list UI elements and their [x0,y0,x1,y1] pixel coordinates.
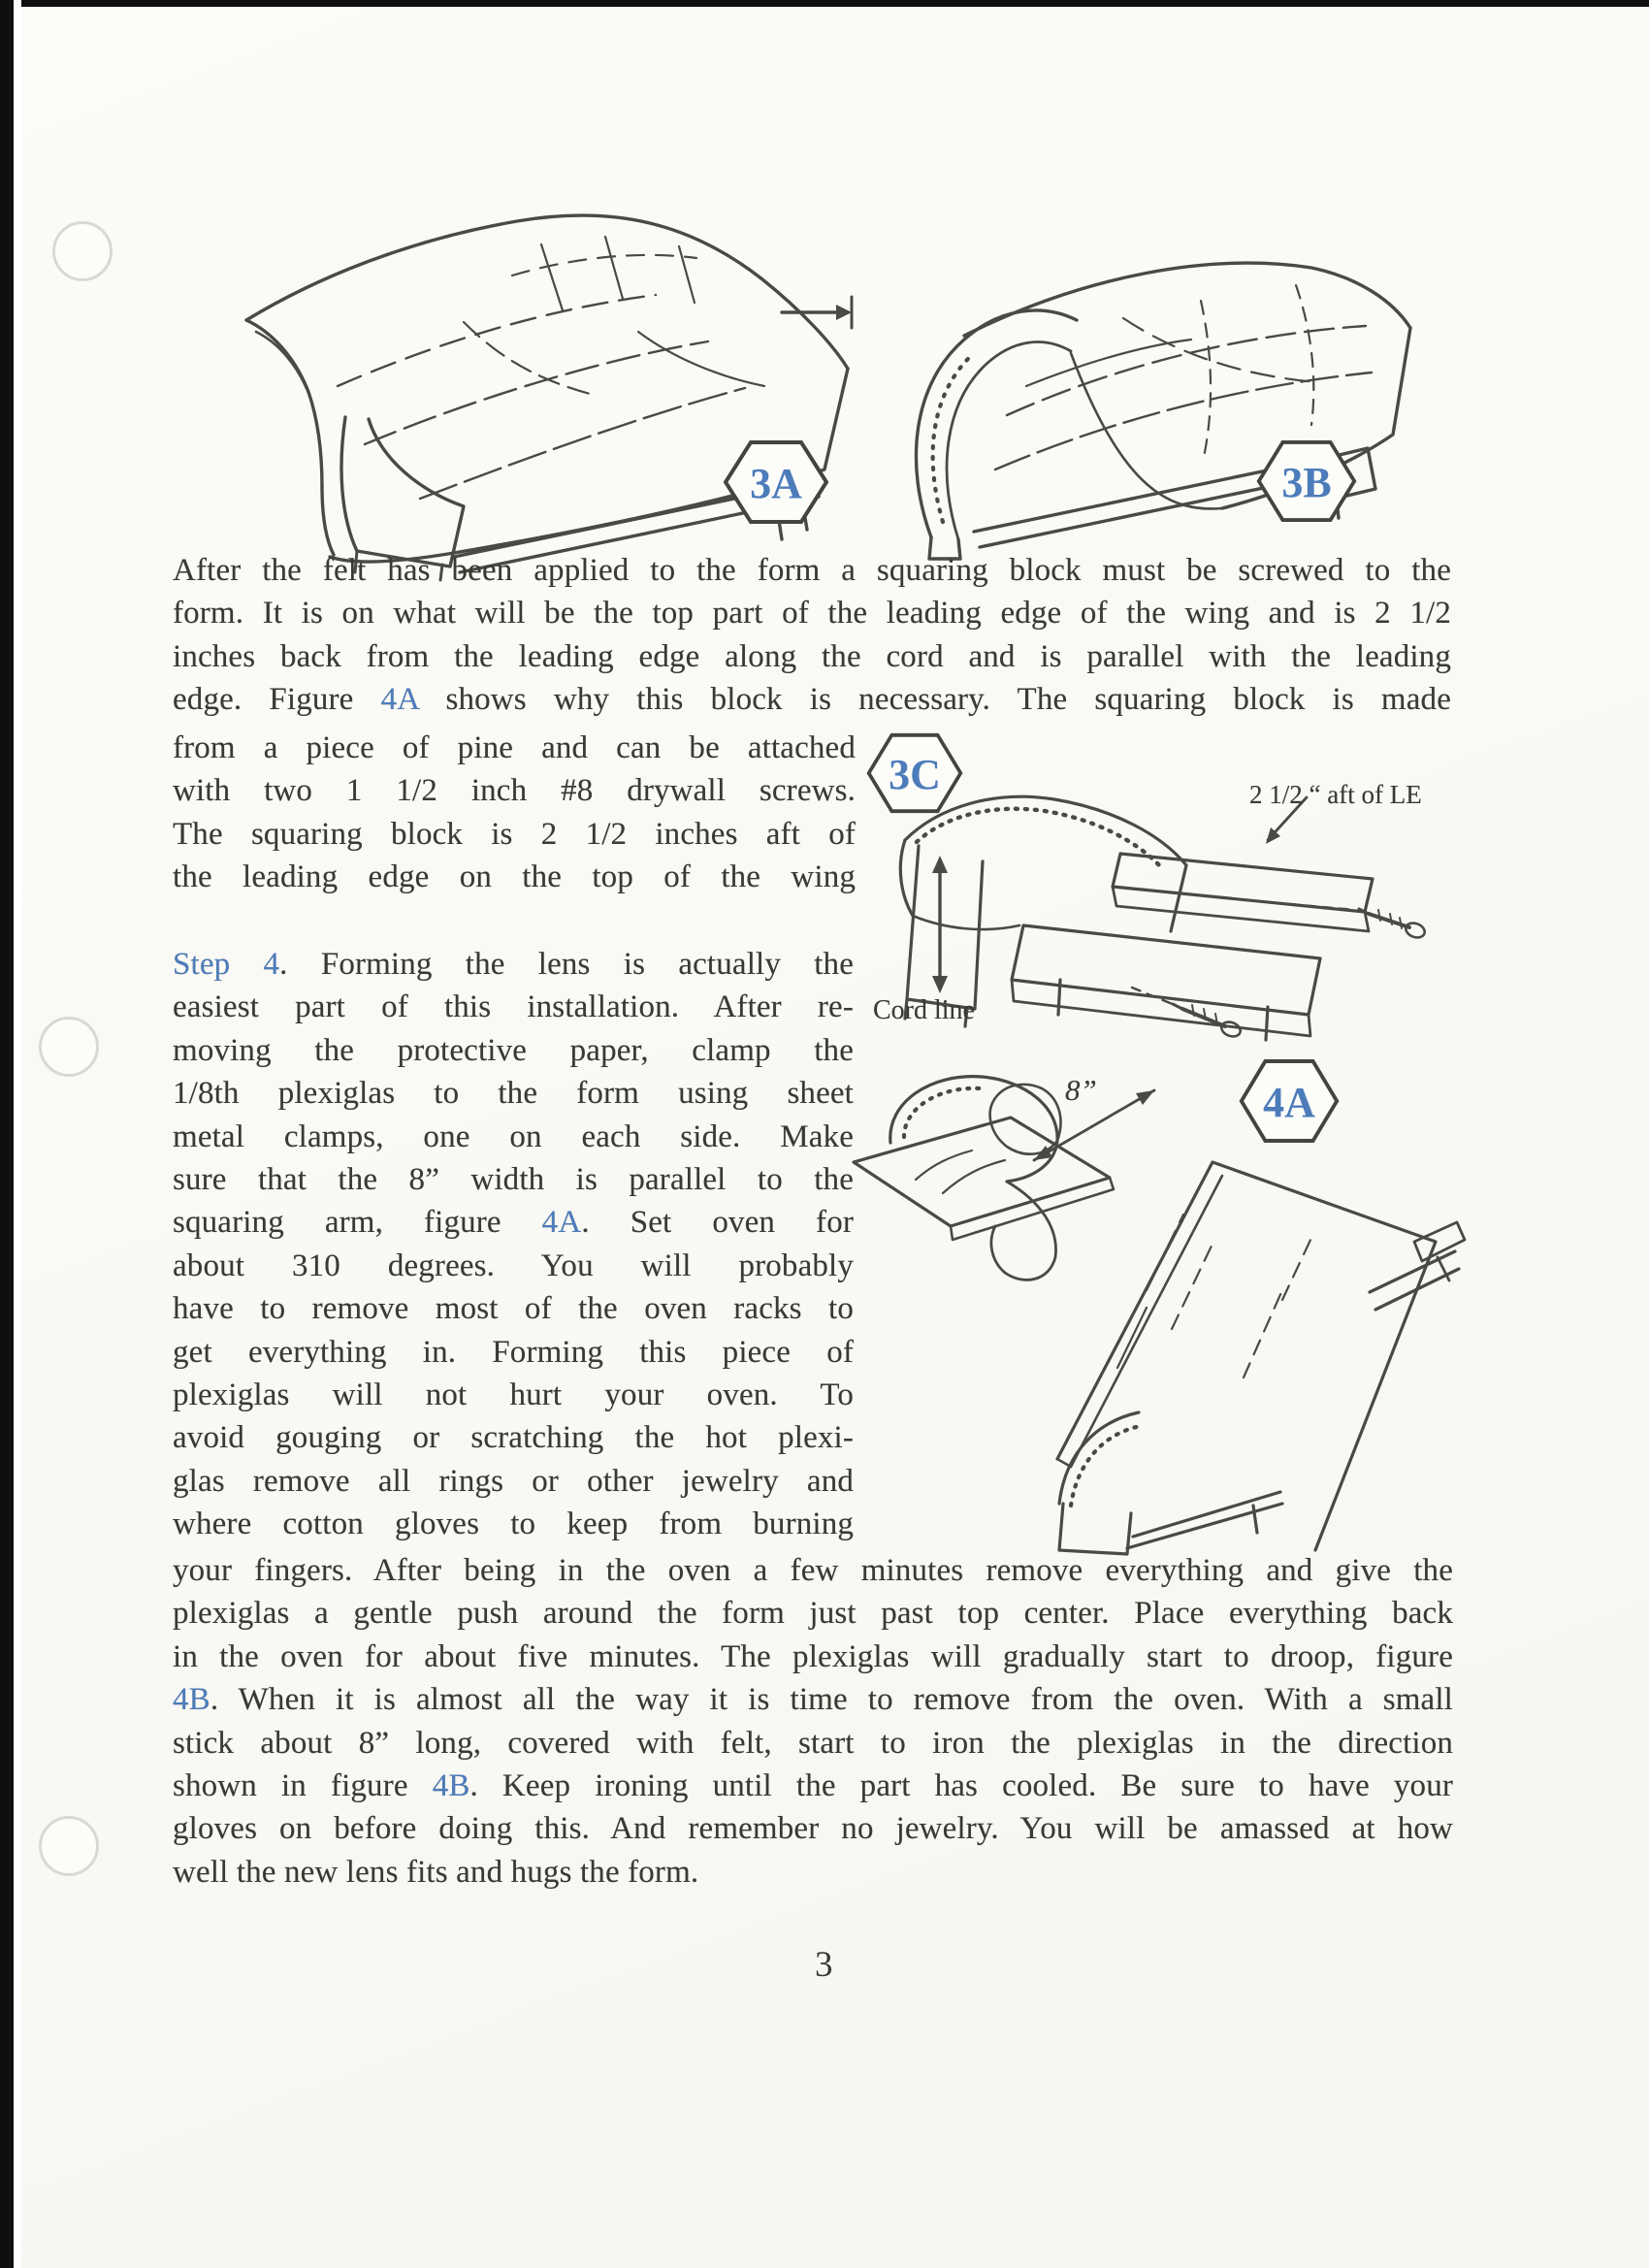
scan-edge-top [0,0,1649,7]
text-line: 4B. When it is almost all the way it is time to remove from the oven. With a small [173,1682,1453,1718]
figure-3a-badge [722,438,830,526]
text-line: get everything in. Forming this piece of [173,1334,854,1370]
text-line: The squaring block is 2 1/2 inches aft of [173,816,856,852]
screw-icon [1404,921,1427,940]
text-line: stick about 8” long, covered with felt, start to iron the plexiglas in the direction [173,1725,1453,1761]
figure-ref-4a: 4A [380,682,419,718]
text-line: the leading edge on the top of the wing [173,859,856,895]
text-line: with two 1 1/2 inch #8 drywall screws. [173,773,856,809]
text-line: glas remove all rings or other jewelry and [173,1463,854,1499]
paragraph-step4 [173,943,854,1546]
scan-edge-left [0,0,14,2268]
text-line: in the oven for about five minutes. The plexiglas will gradually start to droop, figure [173,1638,1453,1674]
figure-3c-aft-label: 2 1/2 “ aft of LE [1249,780,1422,809]
punch-hole-bottom [39,1816,99,1876]
text-line: plexiglas will not hurt your oven. To [173,1377,854,1413]
paragraph-intro [173,549,1451,722]
text-line: avoid gouging or scratching the hot plexi- [173,1420,854,1456]
text-line: well the new lens fits and hugs the form. [173,1854,699,1890]
arrowhead-icon [1136,1090,1154,1105]
figure-3c-cord-label: Cord line [873,995,975,1025]
figure-ref-4b: 4B [432,1768,470,1804]
punch-hole-middle [39,1017,99,1077]
arrow-down-icon [932,976,948,993]
text-line: from a piece of pine and can be attached [173,730,856,765]
text-line: easiest part of this installation. After re- [173,989,854,1025]
badge-label: 3A [750,459,802,507]
text-line: plexiglas a gentle push around the form just past top center. Place everything back [173,1596,1453,1632]
figure-4a-width-label: 8” [1065,1073,1097,1107]
text-line: your fingers. After being in the oven a few minutes remove everything and give the [173,1553,1453,1588]
punch-hole-top [52,221,113,281]
arrow-up-icon [932,856,948,873]
step4-label: Step 4 [173,947,280,982]
text-line: gloves on before doing this. And remember no jewelry. You will be amassed at how [173,1811,1453,1847]
text-line: Step 4. Forming the lens is actually the [173,947,854,982]
text-line: edge. Figure 4A shows why this block is necessary. The squaring block is made [173,682,1451,718]
text-line: have to remove most of the oven racks to [173,1291,854,1327]
text-line: where cotton gloves to keep from burning [173,1507,854,1542]
scan-edge-sliver [14,0,21,2268]
text-line: sure that the 8” width is parallel to the [173,1162,854,1198]
text-line: form. It is on what will be the top part of the leading edge of the wing and is 2 1/2 [173,596,1451,632]
badge-label: 4A [1263,1078,1315,1126]
text-line: metal clamps, one on each side. Make [173,1118,854,1154]
screw-icon [1219,1020,1243,1039]
badge-label: 3B [1281,458,1332,506]
text-line: moving the protective paper, clamp the [173,1032,854,1068]
paragraph-squaring-block [173,727,856,899]
arrow-right-icon [836,305,852,320]
paragraph-oven [173,1549,1453,1894]
figure-4a-drawing [826,1048,1467,1557]
badge-label: 3C [889,750,941,798]
figure-ref-4b: 4B [173,1682,210,1718]
figure-3b-drawing [881,211,1434,580]
page-number: 3 [815,1945,833,1985]
figure-ref-4a: 4A [541,1205,582,1241]
text-line: After the felt has been applied to the form a squaring block must be screwed to the [173,553,1451,588]
figure-3b-badge [1255,438,1358,524]
text-line: shown in figure 4B. Keep ironing until the part has cooled. Be sure to have your [173,1768,1453,1804]
text-line: about 310 degrees. You will probably [173,1247,854,1283]
text-line: 1/8th plexiglas to the form using sheet [173,1076,854,1112]
text-line: squaring arm, figure 4A. Set oven for [173,1205,854,1241]
text-line: inches back from the leading edge along the cord and is parallel with the leading [173,638,1451,674]
